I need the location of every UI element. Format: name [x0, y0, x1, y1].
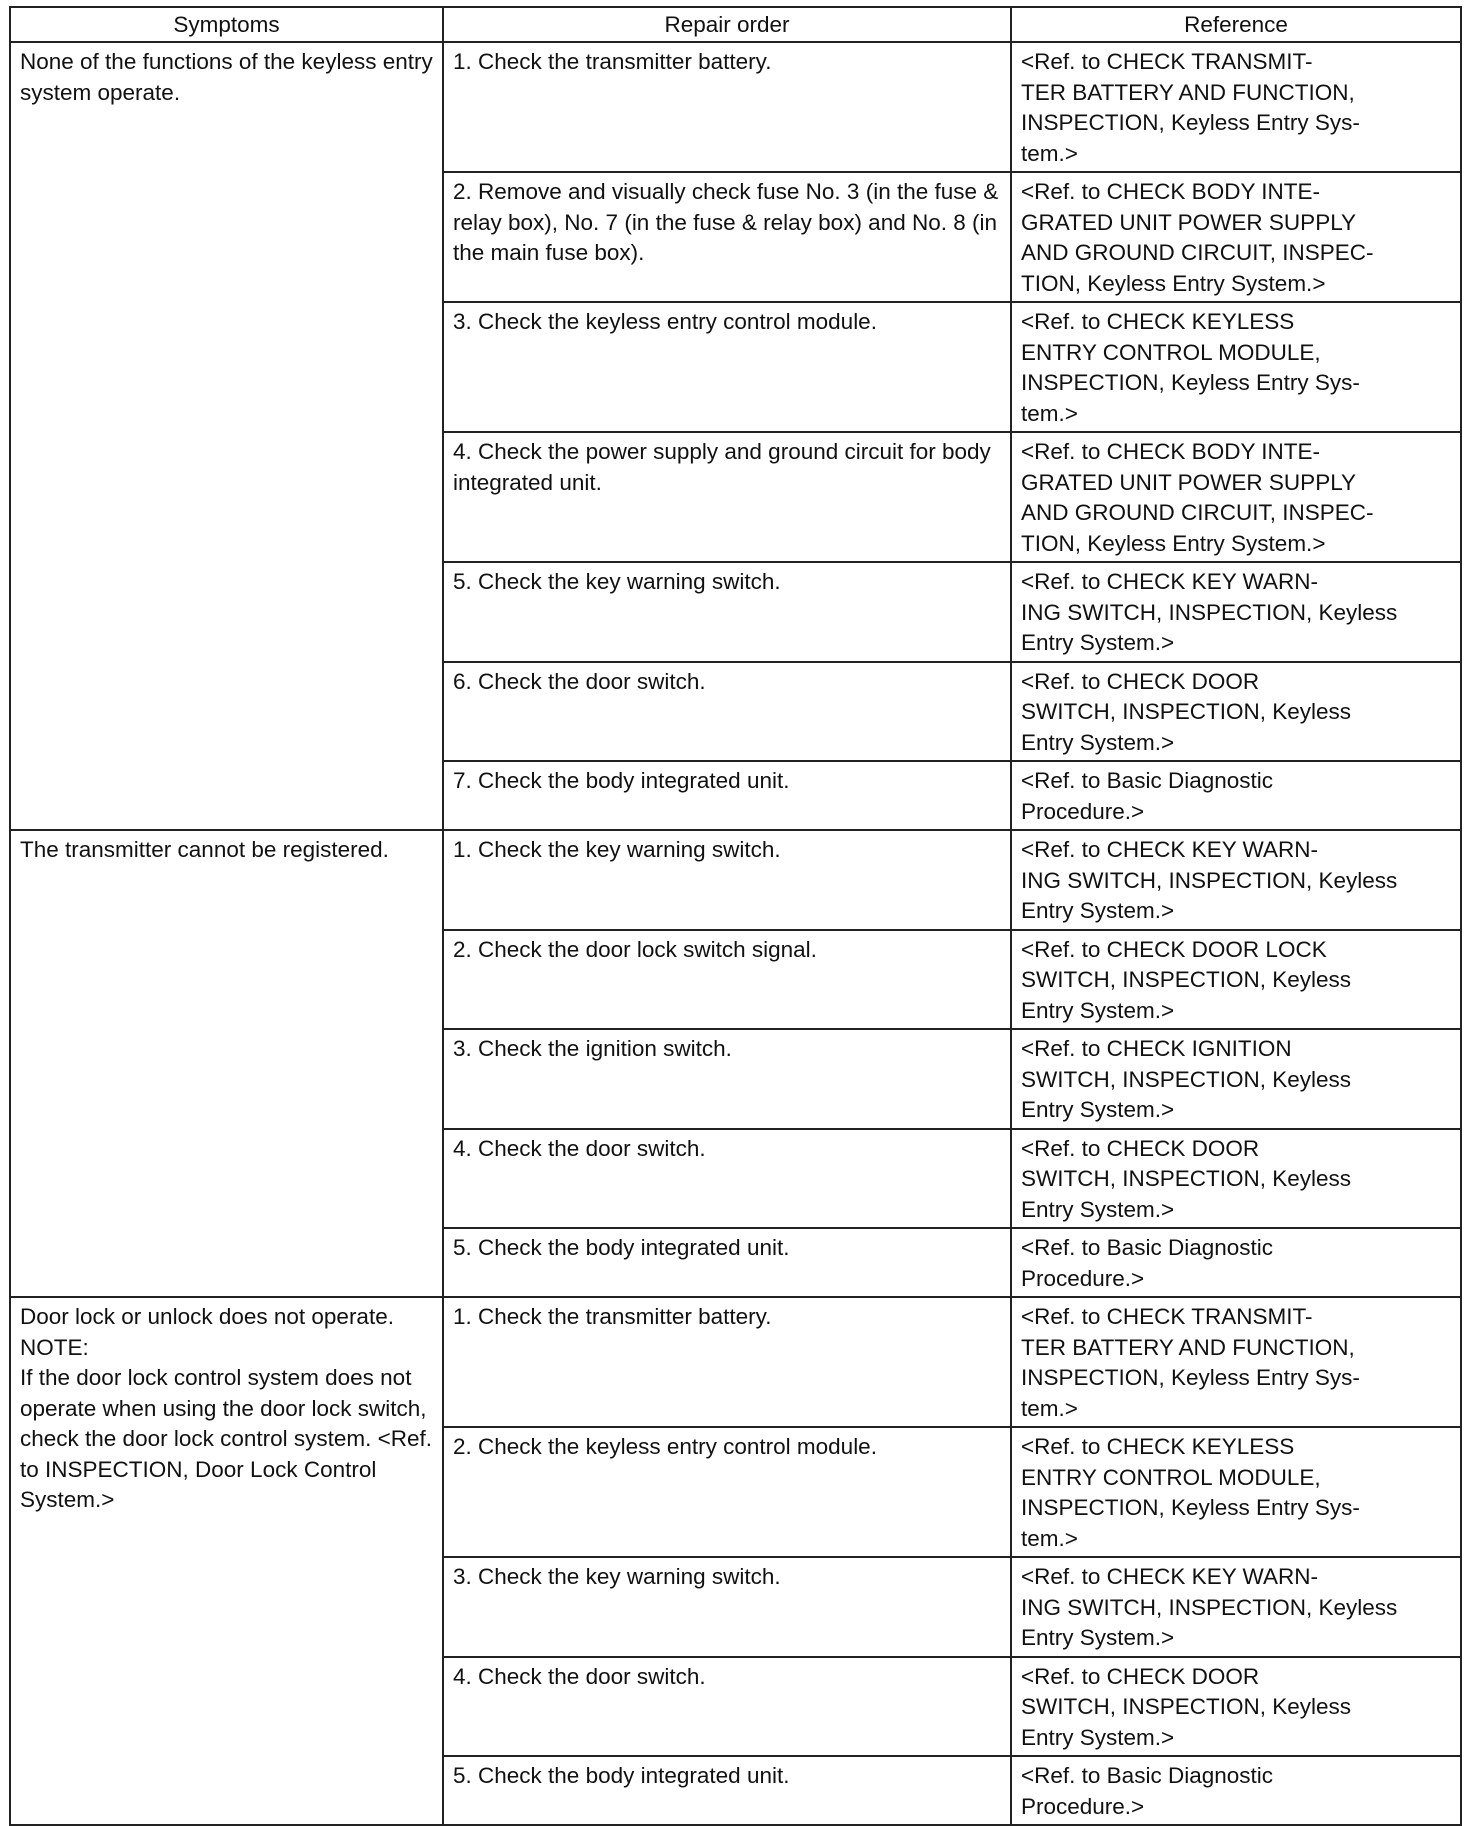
- reference-link: <Ref. to CHECK TRANSMIT- TER BATTERY AND FUNCTION, INSPECTION, Keyless Entry Sys- tem.>: [1011, 1297, 1461, 1427]
- table-row: [10, 830, 1461, 930]
- symptom-text: Door lock or unlock does not operate.: [20, 1304, 394, 1329]
- table-row: [10, 1297, 1461, 1427]
- symptom-note: NOTE:: [20, 1334, 89, 1360]
- table-row: [10, 42, 1461, 172]
- reference-link: <Ref. to CHECK KEYLESS ENTRY CONTROL MODULE, INSPECTION, Keyless Entry Sys- tem.>: [1011, 1427, 1461, 1557]
- repair-step: 4. Check the door switch.: [443, 1657, 1011, 1757]
- symptom-cell: [10, 42, 443, 830]
- symptom-text: The transmitter cannot be registered.: [20, 837, 389, 862]
- repair-step: 1. Check the transmitter battery.: [443, 1297, 1011, 1427]
- reference-link: <Ref. to CHECK KEYLESS ENTRY CONTROL MODULE, INSPECTION, Keyless Entry Sys- tem.>: [1011, 302, 1461, 432]
- reference-link: <Ref. to Basic Diagnostic Procedure.>: [1011, 1756, 1461, 1825]
- symptom-cell: [10, 830, 443, 1297]
- repair-step: 2. Check the keyless entry control module.: [443, 1427, 1011, 1557]
- repair-step: 3. Check the ignition switch.: [443, 1029, 1011, 1129]
- table-header-row: [10, 7, 1461, 42]
- repair-step: 2. Remove and visually check fuse No. 3 (in the fuse & relay box), No. 7 (in the fuse & relay box) and No. 8 (in the main fuse box).: [443, 172, 1011, 302]
- reference-link: <Ref. to CHECK BODY INTE- GRATED UNIT POWER SUPPLY AND GROUND CIRCUIT, INSPEC- TION, Keyless Entry System.>: [1011, 432, 1461, 562]
- reference-link: <Ref. to CHECK DOOR SWITCH, INSPECTION, Keyless Entry System.>: [1011, 662, 1461, 762]
- symptom-text: None of the functions of the keyless entry system operate.: [20, 49, 433, 105]
- repair-step: 5. Check the key warning switch.: [443, 562, 1011, 662]
- reference-link: <Ref. to CHECK KEY WARN- ING SWITCH, INSPECTION, Keyless Entry System.>: [1011, 830, 1461, 930]
- header-reference: Reference: [1011, 7, 1461, 42]
- symptom-note: If the door lock control system does not operate when using the door lock switch, check the door lock control system. <Ref. to INSPECTION, Door Lock Control System.>: [20, 1365, 433, 1512]
- repair-step: 1. Check the key warning switch.: [443, 830, 1011, 930]
- reference-link: <Ref. to CHECK DOOR SWITCH, INSPECTION, Keyless Entry System.>: [1011, 1129, 1461, 1229]
- reference-link: <Ref. to Basic Diagnostic Procedure.>: [1011, 761, 1461, 830]
- symptom-cell: [10, 1297, 443, 1825]
- repair-step: 5. Check the body integrated unit.: [443, 1756, 1011, 1825]
- reference-link: <Ref. to CHECK DOOR SWITCH, INSPECTION, Keyless Entry System.>: [1011, 1657, 1461, 1757]
- diagnosis-table: [9, 6, 1462, 1826]
- reference-link: <Ref. to CHECK IGNITION SWITCH, INSPECTION, Keyless Entry System.>: [1011, 1029, 1461, 1129]
- repair-step: 4. Check the power supply and ground circuit for body integrated unit.: [443, 432, 1011, 562]
- repair-step: 1. Check the transmitter battery.: [443, 42, 1011, 172]
- repair-step: 7. Check the body integrated unit.: [443, 761, 1011, 830]
- reference-link: <Ref. to CHECK TRANSMIT- TER BATTERY AND FUNCTION, INSPECTION, Keyless Entry Sys- tem.>: [1011, 42, 1461, 172]
- reference-link: <Ref. to CHECK KEY WARN- ING SWITCH, INSPECTION, Keyless Entry System.>: [1011, 1557, 1461, 1657]
- repair-step: 2. Check the door lock switch signal.: [443, 930, 1011, 1030]
- repair-step: 5. Check the body integrated unit.: [443, 1228, 1011, 1297]
- reference-link: <Ref. to CHECK KEY WARN- ING SWITCH, INSPECTION, Keyless Entry System.>: [1011, 562, 1461, 662]
- table-body: [10, 42, 1461, 1825]
- repair-step: 3. Check the key warning switch.: [443, 1557, 1011, 1657]
- reference-link: <Ref. to CHECK BODY INTE- GRATED UNIT POWER SUPPLY AND GROUND CIRCUIT, INSPEC- TION, Keyless Entry System.>: [1011, 172, 1461, 302]
- repair-step: 4. Check the door switch.: [443, 1129, 1011, 1229]
- reference-link: <Ref. to Basic Diagnostic Procedure.>: [1011, 1228, 1461, 1297]
- repair-step: 3. Check the keyless entry control module.: [443, 302, 1011, 432]
- reference-link: <Ref. to CHECK DOOR LOCK SWITCH, INSPECTION, Keyless Entry System.>: [1011, 930, 1461, 1030]
- header-repair-order: Repair order: [443, 7, 1011, 42]
- header-symptoms: Symptoms: [10, 7, 443, 42]
- repair-step: 6. Check the door switch.: [443, 662, 1011, 762]
